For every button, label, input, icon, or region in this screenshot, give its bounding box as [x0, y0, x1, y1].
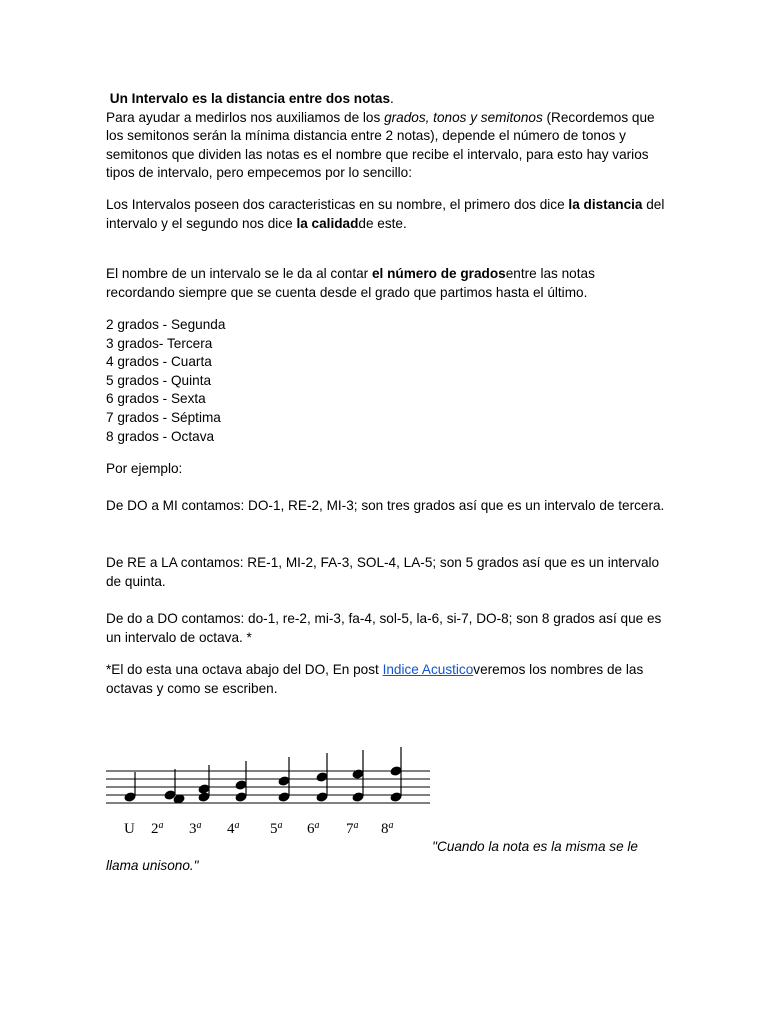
- staff-notes: [124, 747, 402, 804]
- para2-bold-calidad: la calidad: [296, 215, 359, 231]
- quote-line-1: "Cuando la nota es la misma se le: [432, 839, 638, 854]
- nota-text-b: veremos los nombres de las octavas y como se escriben.: [106, 662, 644, 696]
- indice-acustico-link[interactable]: Indice Acustico: [382, 662, 474, 677]
- staff-interval-labels: [124, 820, 394, 837]
- ejemplo-label: Por ejemplo:: [106, 461, 183, 476]
- para3-text-a: El nombre de un intervalo se le da al contar: [106, 266, 372, 281]
- para1-italic: grados, tonos y semitonos: [384, 109, 543, 125]
- grados-item: 7 grados - Séptima: [106, 409, 221, 425]
- nota-text-a: *El do esta una octava abajo del DO, En post: [106, 662, 383, 677]
- unison-quote: [106, 838, 666, 875]
- intervals-staff-figure: [106, 745, 436, 837]
- interval-label: 7$^a$: [346, 820, 359, 837]
- interval-label: 2$^a$: [151, 820, 164, 837]
- grados-item: 8 grados - Octava: [106, 428, 215, 444]
- grados-item: 5 grados - Quinta: [106, 372, 212, 388]
- para2-text-c: de este.: [358, 215, 407, 231]
- grados-item: 4 grados - Cuarta: [106, 354, 212, 370]
- grados-item: 6 grados - Sexta: [106, 391, 206, 407]
- para3-bold: el número de grados: [372, 266, 506, 281]
- ejemplo-item: De DO a MI contamos: DO-1, RE-2, MI-3; son tres grados así que es un intervalo de tercera.: [106, 498, 665, 513]
- intro-title-bold: Un Intervalo es la distancia entre dos notas: [109, 91, 391, 106]
- interval-label: 6$^a$: [307, 820, 320, 837]
- staff-lines: [106, 771, 430, 803]
- grados-list: [106, 316, 666, 446]
- interval-label: 5$^a$: [270, 820, 283, 837]
- para2-text-a: Los Intervalos poseen dos caracteristicas en su nombre, el primero dos dice: [106, 197, 569, 212]
- para-caracteristicas: [106, 196, 666, 233]
- quote-line-2: llama unisono.": [106, 857, 199, 873]
- para1-text-a: Para ayudar a medirlos nos auxiliamos de los: [106, 109, 385, 125]
- grados-item: 2 grados - Segunda: [106, 317, 226, 332]
- ejemplo-item: De RE a LA contamos: RE-1, MI-2, FA-3, SOL-4, LA-5; son 5 grados así que es un intervalo de quinta.: [106, 555, 660, 589]
- nota-octava: [106, 661, 666, 698]
- para2-text-b: del intervalo y el segundo nos dice: [106, 197, 665, 231]
- para-grados-tonos: [106, 109, 666, 183]
- intro-title: [106, 90, 666, 109]
- grados-item: 3 grados- Tercera: [106, 335, 213, 351]
- para1-text-b: (Recordemos que los semitonos serán la mínima distancia entre 2 notas), depende el número de tonos y semitonos que dividen las notas es el nombre que recibe el intervalo, para esto hay varios tipos de intervalo, pero empecemos por lo sencillo:: [106, 109, 655, 181]
- para3-text-b: entre las notas recordando siempre que se cuenta desde el grado que partimos hasta el último.: [106, 266, 595, 300]
- interval-label: U: [124, 821, 135, 837]
- para2-bold-distancia: la distancia: [568, 197, 643, 212]
- para-nombre-intervalo: [106, 265, 666, 302]
- ejemplo-item: De do a DO contamos: do-1, re-2, mi-3, fa-4, sol-5, la-6, si-7, DO-8; son 8 grados así que es un intervalo de octava. *: [106, 611, 662, 645]
- intro-title-end: .: [390, 91, 394, 106]
- interval-label: 4$^a$: [227, 820, 240, 837]
- interval-label: 8$^a$: [381, 820, 394, 837]
- interval-label: 3$^a$: [189, 820, 202, 837]
